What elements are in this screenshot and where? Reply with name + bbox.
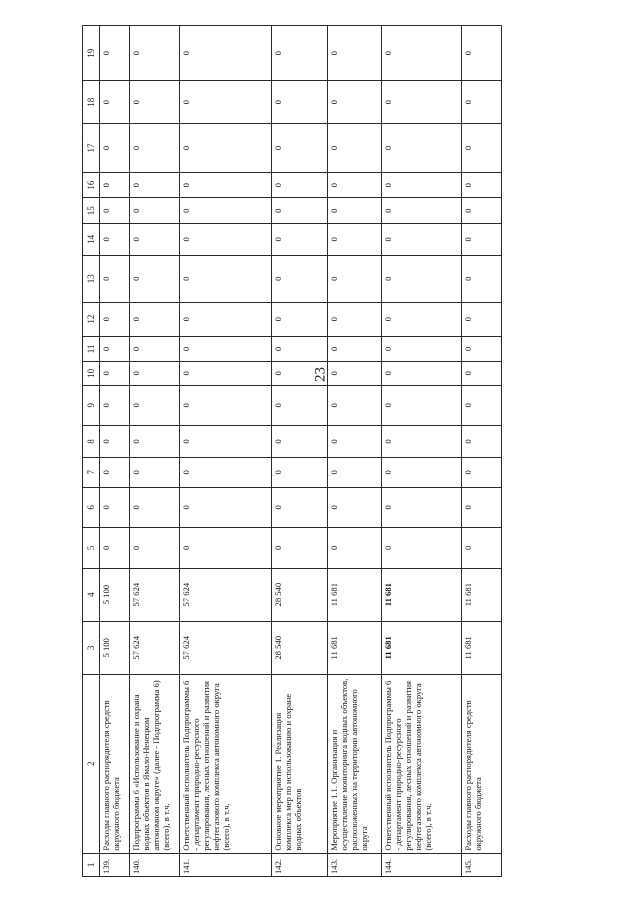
table-cell: 0 bbox=[180, 426, 272, 458]
table-cell: 0 bbox=[328, 362, 382, 385]
table-cell: 0 bbox=[100, 172, 130, 198]
table-cell: 0 bbox=[180, 26, 272, 81]
table-cell: 0 bbox=[382, 426, 462, 458]
column-header: 3 bbox=[83, 621, 100, 674]
table-cell: 139. bbox=[100, 853, 130, 876]
table-cell: 0 bbox=[180, 123, 272, 172]
column-header: 9 bbox=[83, 385, 100, 425]
column-header: 12 bbox=[83, 302, 100, 336]
table-cell: 0 bbox=[382, 198, 462, 224]
table-cell: 11 681 bbox=[328, 568, 382, 621]
table-cell: 0 bbox=[462, 302, 502, 336]
column-header: 16 bbox=[83, 172, 100, 198]
table-cell: 143. bbox=[328, 853, 382, 876]
table-cell: 144. bbox=[382, 853, 462, 876]
table-cell: 0 bbox=[272, 362, 328, 385]
table-cell: 0 bbox=[100, 223, 130, 255]
page-number: 23 bbox=[312, 367, 329, 382]
column-header: 2 bbox=[83, 674, 100, 853]
table-cell: 11 681 bbox=[382, 568, 462, 621]
table-row bbox=[382, 26, 462, 877]
column-header: 5 bbox=[83, 528, 100, 568]
table-cell: 0 bbox=[180, 223, 272, 255]
table-cell: 0 bbox=[382, 255, 462, 302]
budget-table-container bbox=[82, 25, 562, 877]
table-cell: 0 bbox=[130, 426, 180, 458]
column-header: 10 bbox=[83, 362, 100, 385]
table-cell: 0 bbox=[180, 385, 272, 425]
header-row bbox=[83, 26, 100, 877]
table-cell: Мероприятие 1.1. Организация и осуществление мониторинга водных объектов, расположенных на территории автономного округа bbox=[328, 674, 382, 853]
table-cell: Подпрограмма 6 «Использование и охрана водных объектов в Ямало-Ненецком автономном округе» (далее - Подпрограмма 6) (всего), в т.ч. bbox=[130, 674, 180, 853]
table-cell: 11 681 bbox=[328, 621, 382, 674]
table-cell: 0 bbox=[272, 255, 328, 302]
table-cell: 0 bbox=[272, 26, 328, 81]
column-header: 15 bbox=[83, 198, 100, 224]
table-cell: 140. bbox=[130, 853, 180, 876]
table-cell: 0 bbox=[462, 223, 502, 255]
table-cell: 0 bbox=[382, 123, 462, 172]
table-cell: 0 bbox=[100, 457, 130, 487]
table-cell: 0 bbox=[130, 123, 180, 172]
table-cell: 57 624 bbox=[130, 621, 180, 674]
table-cell: 0 bbox=[100, 255, 130, 302]
table-cell: 0 bbox=[462, 528, 502, 568]
table-cell: 0 bbox=[130, 198, 180, 224]
table-cell: 0 bbox=[100, 123, 130, 172]
table-cell: 0 bbox=[272, 426, 328, 458]
table-cell: 0 bbox=[272, 385, 328, 425]
table-cell: 0 bbox=[382, 172, 462, 198]
table-cell: 0 bbox=[100, 26, 130, 81]
table-cell: 0 bbox=[328, 528, 382, 568]
table-cell: 0 bbox=[462, 487, 502, 527]
table-cell: Ответственный исполнитель Подпрограммы 6 - департамент природно-ресурсного регулирования, лесных отношений и развития нефтегазового комплекса автономного округа (всего), в т.ч. bbox=[382, 674, 462, 853]
table-cell: 0 bbox=[272, 302, 328, 336]
table-row bbox=[462, 26, 502, 877]
table-cell: Расходы главного распорядителя средств окружного бюджета bbox=[462, 674, 502, 853]
table-cell: 0 bbox=[180, 528, 272, 568]
table-cell: 0 bbox=[130, 362, 180, 385]
table-cell: 0 bbox=[462, 172, 502, 198]
table-cell: 0 bbox=[180, 336, 272, 362]
table-cell: 57 624 bbox=[130, 568, 180, 621]
table-cell: 0 bbox=[382, 223, 462, 255]
table-cell: 0 bbox=[100, 487, 130, 527]
table-cell: 0 bbox=[130, 26, 180, 81]
column-header: 8 bbox=[83, 426, 100, 458]
table-cell: 0 bbox=[180, 198, 272, 224]
table-cell: 0 bbox=[382, 336, 462, 362]
table-cell: 0 bbox=[272, 123, 328, 172]
column-header: 13 bbox=[83, 255, 100, 302]
table-row bbox=[180, 26, 272, 877]
table-cell: 0 bbox=[382, 26, 462, 81]
table-cell: 145. bbox=[462, 853, 502, 876]
table-cell: 0 bbox=[462, 26, 502, 81]
table-cell: 28 540 bbox=[272, 621, 328, 674]
table-cell: 0 bbox=[130, 302, 180, 336]
table-cell: 0 bbox=[462, 385, 502, 425]
table-cell: 0 bbox=[100, 362, 130, 385]
table-cell: 11 681 bbox=[462, 568, 502, 621]
budget-table bbox=[82, 25, 502, 877]
table-cell: 0 bbox=[328, 487, 382, 527]
column-header: 19 bbox=[83, 26, 100, 81]
table-cell: 57 624 bbox=[180, 568, 272, 621]
table-cell: 0 bbox=[130, 487, 180, 527]
table-row bbox=[130, 26, 180, 877]
column-header: 11 bbox=[83, 336, 100, 362]
table-cell: 28 540 bbox=[272, 568, 328, 621]
table-cell: 0 bbox=[462, 198, 502, 224]
table-cell: 0 bbox=[130, 172, 180, 198]
table-cell: 0 bbox=[180, 457, 272, 487]
table-cell: 0 bbox=[328, 123, 382, 172]
table-cell: 0 bbox=[130, 336, 180, 362]
table-cell: 0 bbox=[100, 336, 130, 362]
table-cell: 142. bbox=[272, 853, 328, 876]
table-cell: 0 bbox=[100, 385, 130, 425]
column-header: 7 bbox=[83, 457, 100, 487]
table-cell: 0 bbox=[100, 302, 130, 336]
table-row bbox=[272, 26, 328, 877]
table-cell: 57 624 bbox=[180, 621, 272, 674]
table-cell: 0 bbox=[462, 123, 502, 172]
table-cell: 11 681 bbox=[382, 621, 462, 674]
column-header: 4 bbox=[83, 568, 100, 621]
table-cell: Расходы главного распорядителя средств окружного бюджета bbox=[100, 674, 130, 853]
column-header: 14 bbox=[83, 223, 100, 255]
table-cell: 0 bbox=[130, 81, 180, 124]
table-cell: 0 bbox=[272, 336, 328, 362]
table-cell: Основное мероприятие 1. Реализация комплекса мер по использованию и охране водных объектов bbox=[272, 674, 328, 853]
table-cell: 0 bbox=[382, 457, 462, 487]
column-header: 6 bbox=[83, 487, 100, 527]
table-cell: 0 bbox=[272, 81, 328, 124]
table-cell: 0 bbox=[328, 302, 382, 336]
table-cell: 11 681 bbox=[462, 621, 502, 674]
table-cell: 0 bbox=[100, 198, 130, 224]
table-cell: 0 bbox=[462, 426, 502, 458]
table-cell: 0 bbox=[180, 81, 272, 124]
table-cell: 0 bbox=[382, 528, 462, 568]
table-cell: 0 bbox=[382, 385, 462, 425]
table-cell: 0 bbox=[272, 487, 328, 527]
table-cell: 0 bbox=[328, 255, 382, 302]
table-cell: 0 bbox=[382, 302, 462, 336]
table-cell: 0 bbox=[180, 172, 272, 198]
table-cell: 0 bbox=[180, 302, 272, 336]
table-cell: 0 bbox=[328, 198, 382, 224]
table-cell: 0 bbox=[272, 223, 328, 255]
table-cell: 0 bbox=[272, 198, 328, 224]
table-cell: 0 bbox=[272, 172, 328, 198]
table-cell: 0 bbox=[382, 362, 462, 385]
table-cell: 0 bbox=[462, 457, 502, 487]
table-cell: 0 bbox=[130, 457, 180, 487]
table-cell: 0 bbox=[180, 255, 272, 302]
table-cell: 0 bbox=[130, 528, 180, 568]
column-header: 18 bbox=[83, 81, 100, 124]
table-cell: 0 bbox=[272, 457, 328, 487]
table-cell: 0 bbox=[272, 528, 328, 568]
table-cell: 0 bbox=[100, 528, 130, 568]
table-row bbox=[328, 26, 382, 877]
column-header: 1 bbox=[83, 853, 100, 876]
table-cell: 0 bbox=[462, 81, 502, 124]
table-cell: 0 bbox=[462, 255, 502, 302]
table-row bbox=[100, 26, 130, 877]
table-cell: 0 bbox=[328, 457, 382, 487]
table-cell: 0 bbox=[130, 385, 180, 425]
table-cell: 0 bbox=[130, 255, 180, 302]
table-cell: 0 bbox=[328, 81, 382, 124]
table-body bbox=[100, 26, 502, 877]
table-cell: 0 bbox=[180, 362, 272, 385]
table-cell: 141. bbox=[180, 853, 272, 876]
table-cell: 0 bbox=[328, 26, 382, 81]
column-header: 17 bbox=[83, 123, 100, 172]
table-cell: 0 bbox=[100, 81, 130, 124]
table-cell: 0 bbox=[462, 362, 502, 385]
table-cell: 0 bbox=[328, 172, 382, 198]
table-cell: 5 100 bbox=[100, 621, 130, 674]
table-cell: 0 bbox=[130, 223, 180, 255]
table-cell: 0 bbox=[328, 223, 382, 255]
table-cell: 0 bbox=[328, 336, 382, 362]
table-cell: 0 bbox=[328, 385, 382, 425]
table-cell: 0 bbox=[382, 81, 462, 124]
table-cell: 0 bbox=[328, 426, 382, 458]
table-cell: 0 bbox=[462, 336, 502, 362]
table-cell: 0 bbox=[100, 426, 130, 458]
table-cell: 0 bbox=[382, 487, 462, 527]
table-cell: 0 bbox=[180, 487, 272, 527]
table-cell: Ответственный исполнитель Подпрограммы 6 - департамент природно-ресурсного регулирования, лесных отношений и развития нефтегазового комплекса автономного округа (всего), в т.ч. bbox=[180, 674, 272, 853]
table-cell: 5 100 bbox=[100, 568, 130, 621]
